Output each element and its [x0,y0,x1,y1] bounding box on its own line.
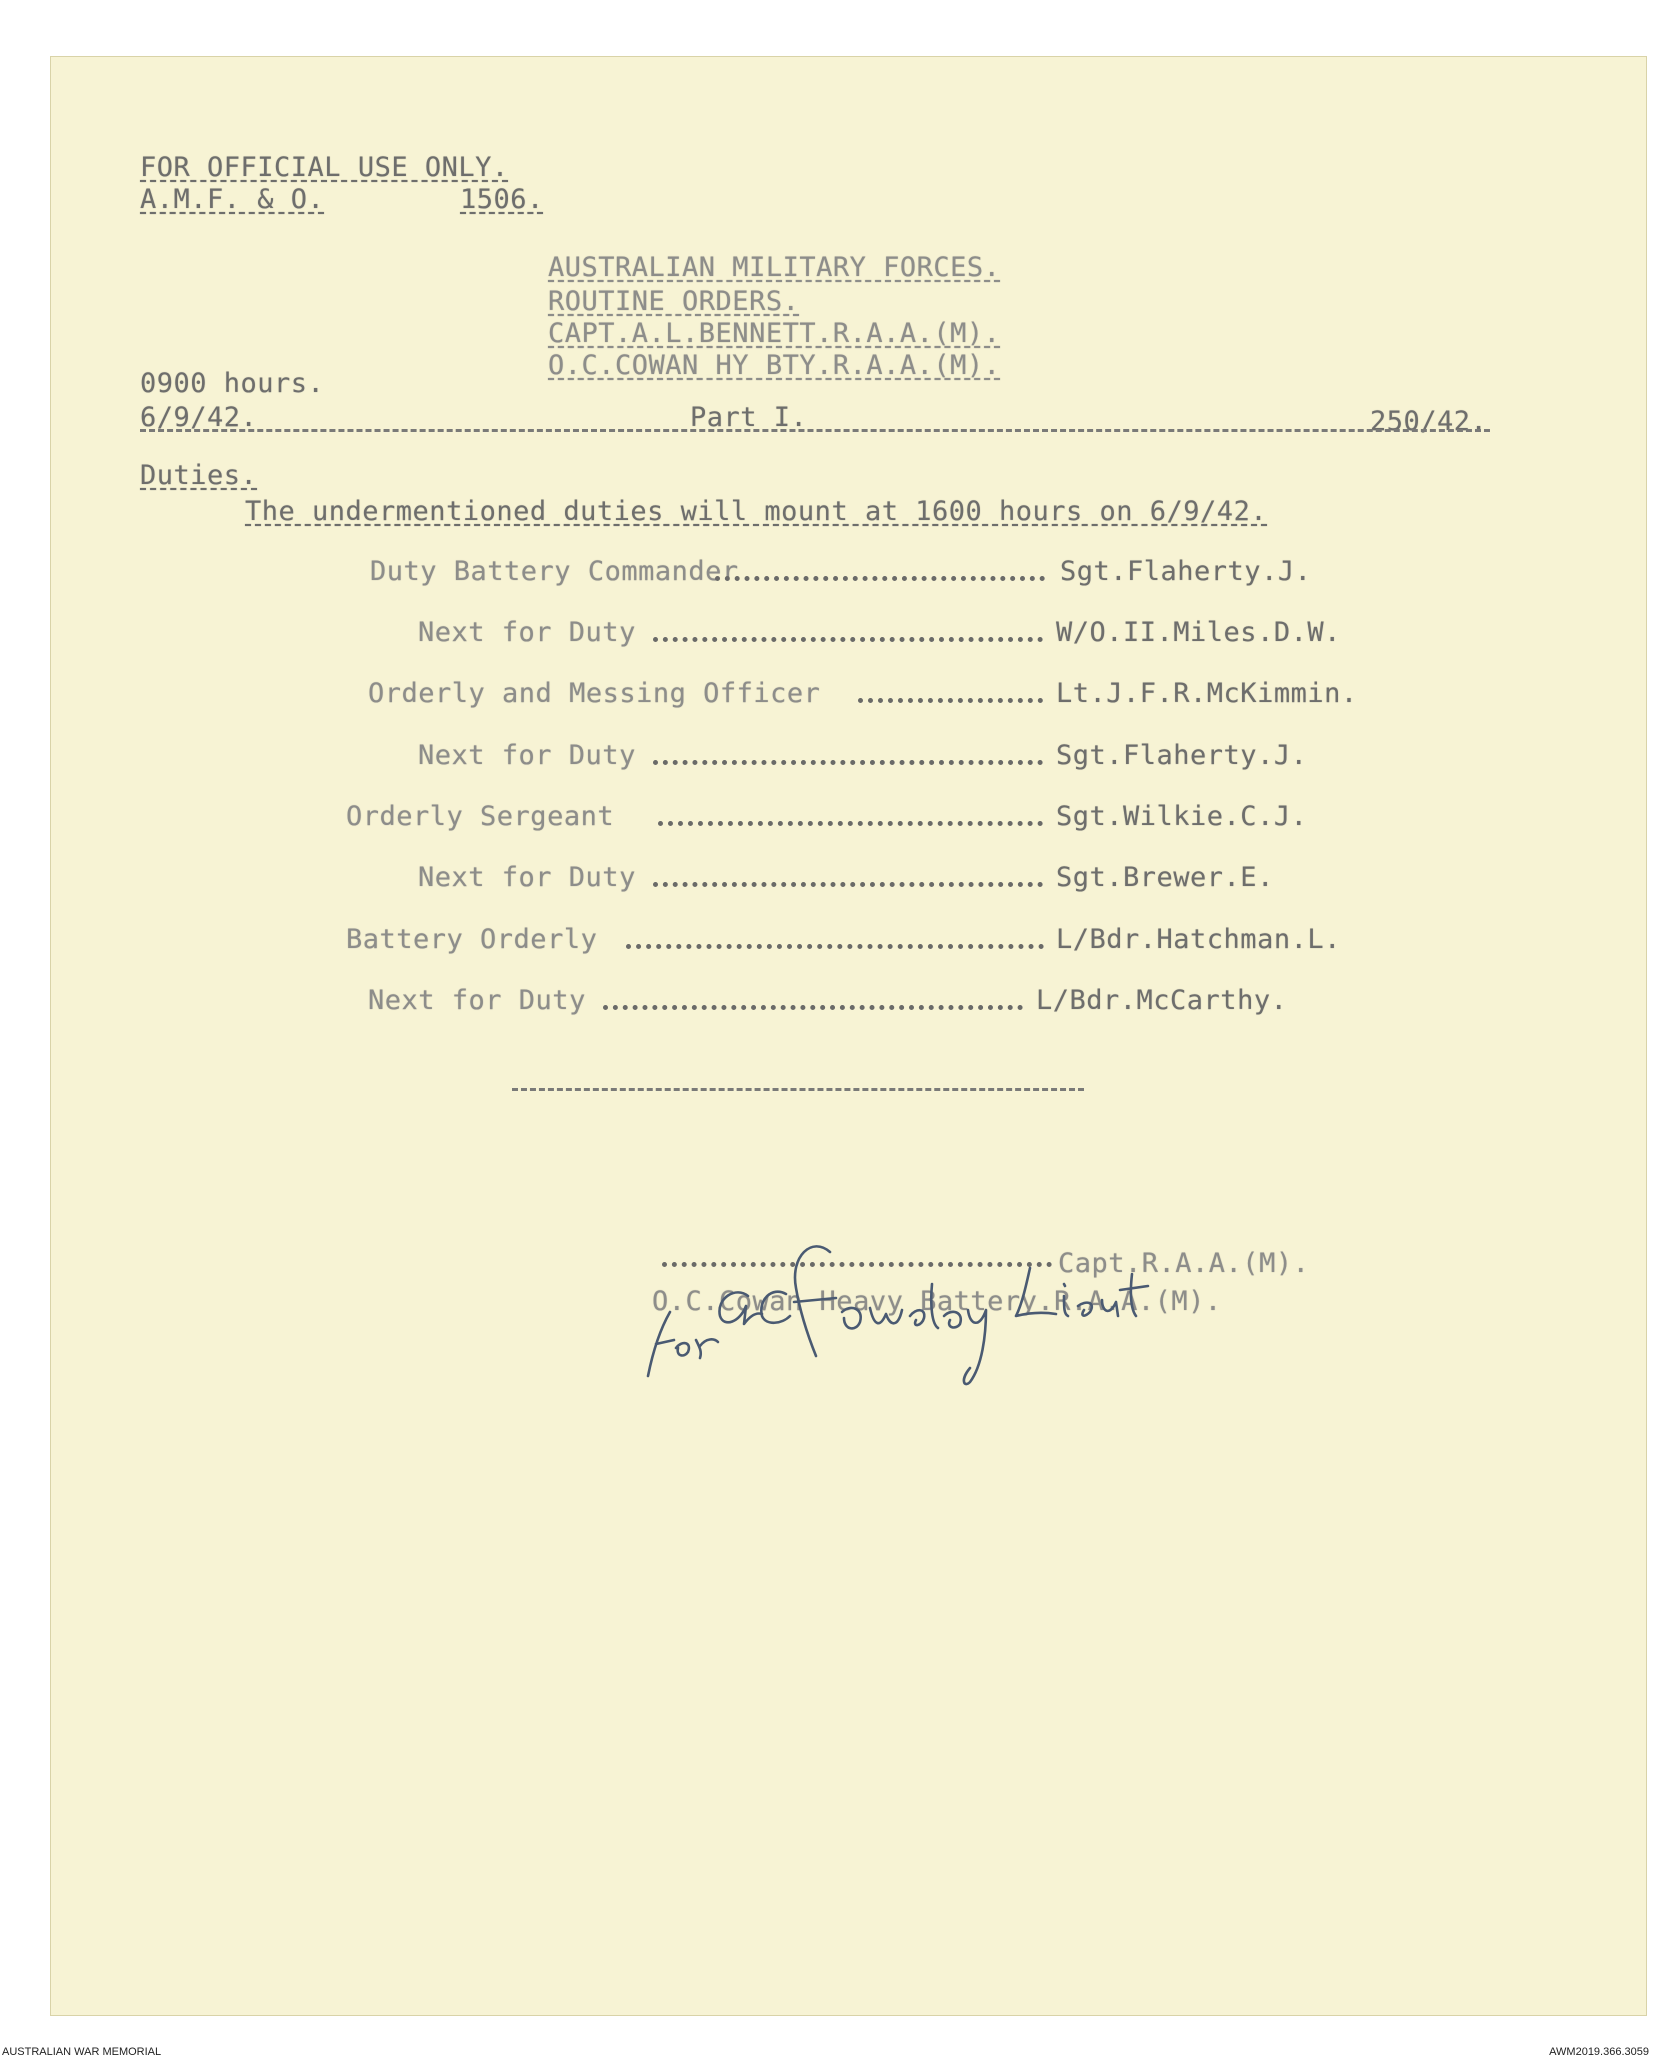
duty-leader-dots [653,637,1043,642]
section-end-rule [512,1088,1084,1091]
duty-leader-dots [858,698,1043,703]
duty-leader-dots [653,882,1043,887]
title-line-1: AUSTRALIAN MILITARY FORCES. [548,252,1001,283]
order-date: 6/9/42. [140,402,258,433]
title-line-3: CAPT.A.L.BENNETT.R.A.A.(M). [548,318,1001,349]
duty-leader-dots [653,760,1043,765]
duty-row [346,801,1376,835]
duty-name: Sgt.Brewer.E. [1056,862,1274,893]
duty-leader-dots [658,821,1043,826]
duty-role: Next for Duty [418,617,636,648]
order-part: Part I. [690,402,808,433]
classification-text: FOR OFFICIAL USE ONLY. [140,152,509,183]
duty-leader-dots [603,1005,1023,1010]
footer-source: AUSTRALIAN WAR MEMORIAL [2,2046,162,2058]
order-number: 250/42. [1370,406,1488,437]
title-line-4: O.C.COWAN HY BTY.R.A.A.(M). [548,350,1001,381]
duty-name: Lt.J.F.R.McKimmin. [1056,678,1358,709]
form-number: 1506. [460,184,544,215]
duty-row [368,678,1398,712]
duty-name: W/O.II.Miles.D.W. [1056,617,1341,648]
duty-role: Orderly Sergeant [346,801,615,832]
signoff-rank: Capt.R.A.A.(M). [1058,1248,1310,1279]
header-rule [140,429,1490,432]
signoff-unit: O.C.Cowan Heavy Battery.R.A.A.(M). [652,1286,1222,1317]
section-heading: Duties. [140,460,258,491]
duty-row [368,985,1398,1019]
footer-accession: AWM2019.366.3059 [1549,2046,1649,2058]
duty-role: Duty Battery Commander [370,556,739,587]
duty-leader-dots [715,576,1045,581]
duty-name: Sgt.Wilkie.C.J. [1056,801,1308,832]
duty-role: Next for Duty [418,740,636,771]
signature-image [640,1216,1200,1386]
duty-role: Next for Duty [368,985,586,1016]
form-reference: A.M.F. & O. [140,184,325,215]
title-line-2: ROUTINE ORDERS. [548,286,800,317]
duty-row [370,556,1400,590]
duty-row [346,924,1376,958]
duty-role: Battery Orderly [346,924,598,955]
duty-row [418,617,1448,651]
duty-name: Sgt.Flaherty.J. [1060,556,1312,587]
duty-name: Sgt.Flaherty.J. [1056,740,1308,771]
document-page [50,56,1647,2016]
duty-name: L/Bdr.Hatchman.L. [1056,924,1341,955]
duty-role: Orderly and Messing Officer [368,678,821,709]
duty-name: L/Bdr.McCarthy. [1036,985,1288,1016]
duty-row [418,740,1448,774]
order-time: 0900 hours. [140,368,325,399]
duty-leader-dots [626,944,1044,949]
section-intro: The undermentioned duties will mount at 1600 hours on 6/9/42. [245,496,1268,527]
duty-row [418,862,1448,896]
duty-role: Next for Duty [418,862,636,893]
